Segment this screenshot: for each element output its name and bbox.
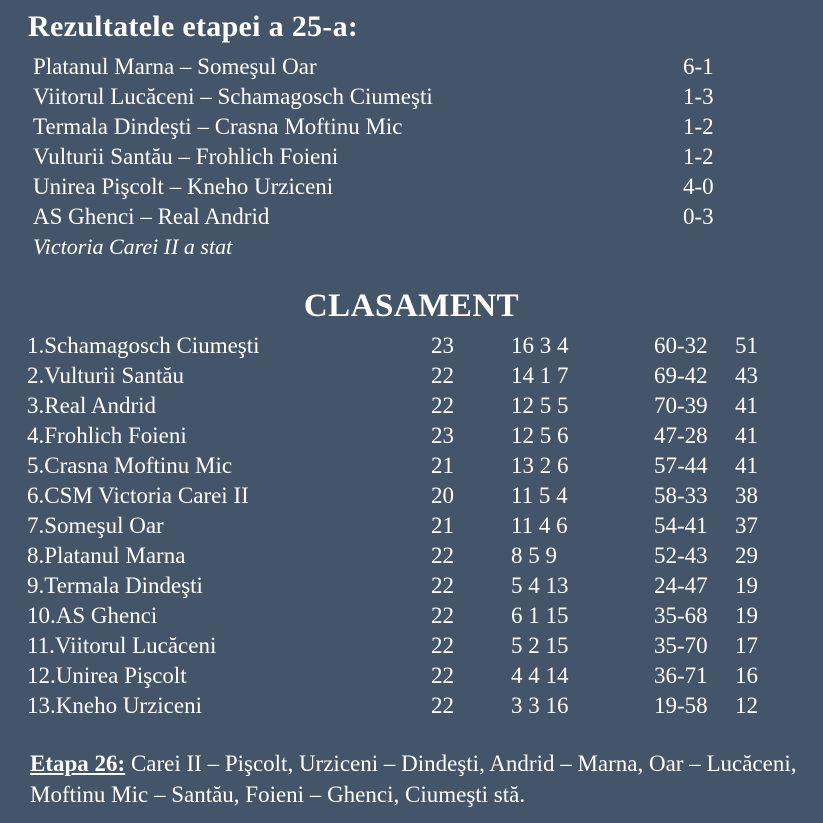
result-score: 1-3 — [683, 84, 714, 109]
team-name: 9.Termala Dindeşti — [27, 573, 203, 598]
result-match: Platanul Marna – Someşul Oar — [33, 54, 317, 79]
goal-difference: 57-44 — [654, 453, 708, 478]
games-played: 23 — [431, 333, 454, 358]
win-draw-loss: 5 4 13 — [511, 573, 569, 598]
table-row — [27, 421, 807, 451]
table-row — [27, 391, 807, 421]
goal-difference: 52-43 — [654, 543, 708, 568]
team-name: 4.Frohlich Foieni — [27, 423, 187, 448]
table-row — [27, 511, 807, 541]
points: 37 — [735, 513, 758, 538]
games-played: 22 — [431, 393, 454, 418]
result-match: Vulturii Santău – Frohlich Foieni — [33, 144, 339, 169]
goal-difference: 69-42 — [654, 363, 708, 388]
result-match: Viitorul Lucăceni – Schamagosch Ciumeşti — [33, 84, 433, 109]
win-draw-loss: 6 1 15 — [511, 603, 569, 628]
games-played: 22 — [431, 363, 454, 388]
win-draw-loss: 12 5 6 — [511, 423, 569, 448]
results-title: Rezultatele etapei a 25-a: — [28, 10, 359, 43]
points: 41 — [735, 393, 758, 418]
goal-difference: 36-71 — [654, 663, 708, 688]
win-draw-loss: 5 2 15 — [511, 633, 569, 658]
team-name: 1.Schamagosch Ciumeşti — [27, 333, 260, 358]
games-played: 22 — [431, 573, 454, 598]
team-name: 13.Kneho Urziceni — [27, 693, 202, 718]
table-row — [27, 691, 807, 721]
points: 41 — [735, 453, 758, 478]
table-row — [27, 361, 807, 391]
next-round-label: Etapa 26: — [30, 751, 126, 776]
table-row — [27, 541, 807, 571]
team-name: 7.Someşul Oar — [27, 513, 164, 538]
result-row — [33, 112, 733, 142]
games-played: 21 — [431, 453, 454, 478]
games-played: 22 — [431, 603, 454, 628]
result-row — [33, 52, 733, 82]
table-row — [27, 601, 807, 631]
points: 51 — [735, 333, 758, 358]
win-draw-loss: 11 5 4 — [511, 483, 568, 508]
next-round-fixtures — [30, 748, 805, 810]
points: 41 — [735, 423, 758, 448]
games-played: 22 — [431, 693, 454, 718]
win-draw-loss: 16 3 4 — [511, 333, 569, 358]
win-draw-loss: 13 2 6 — [511, 453, 569, 478]
table-row — [27, 661, 807, 691]
win-draw-loss: 12 5 5 — [511, 393, 569, 418]
win-draw-loss: 14 1 7 — [511, 363, 569, 388]
result-row — [33, 142, 733, 172]
games-played: 22 — [431, 633, 454, 658]
result-row — [33, 82, 733, 112]
team-name: 12.Unirea Pişcolt — [27, 663, 187, 688]
games-played: 22 — [431, 663, 454, 688]
result-score: 0-3 — [683, 204, 714, 229]
win-draw-loss: 8 5 9 — [511, 543, 557, 568]
team-name: 10.AS Ghenci — [27, 603, 158, 628]
win-draw-loss: 11 4 6 — [511, 513, 568, 538]
result-score: 6-1 — [683, 54, 714, 79]
result-score: 1-2 — [683, 114, 714, 139]
points: 16 — [735, 663, 758, 688]
games-played: 22 — [431, 543, 454, 568]
team-name: 8.Platanul Marna — [27, 543, 186, 568]
team-name: 6.CSM Victoria Carei II — [27, 483, 249, 508]
goal-difference: 24-47 — [654, 573, 708, 598]
results-list — [33, 52, 733, 262]
goal-difference: 58-33 — [654, 483, 708, 508]
points: 29 — [735, 543, 758, 568]
table-row — [27, 571, 807, 601]
result-match: AS Ghenci – Real Andrid — [33, 204, 270, 229]
standings-title: CLASAMENT — [303, 288, 520, 324]
points: 43 — [735, 363, 758, 388]
result-match: Unirea Pişcolt – Kneho Urziceni — [33, 174, 334, 199]
goal-difference: 60-32 — [654, 333, 708, 358]
games-played: 21 — [431, 513, 454, 538]
points: 19 — [735, 573, 758, 598]
win-draw-loss: 4 4 14 — [511, 663, 569, 688]
goal-difference: 19-58 — [654, 693, 708, 718]
win-draw-loss: 3 3 16 — [511, 693, 569, 718]
next-round-text: Carei II – Pişcolt, Urziceni – Dindeşti, Andrid – Marna, Oar – Lucăceni, Moftinu Mic – Santău, Foieni – Ghenci, Ciumeşti stă. — [30, 751, 797, 807]
goal-difference: 70-39 — [654, 393, 708, 418]
team-name: 2.Vulturii Santău — [27, 363, 185, 388]
points: 19 — [735, 603, 758, 628]
team-name: 3.Real Andrid — [27, 393, 157, 418]
goal-difference: 35-70 — [654, 633, 708, 658]
games-played: 20 — [431, 483, 454, 508]
goal-difference: 47-28 — [654, 423, 708, 448]
result-score: 4-0 — [683, 174, 714, 199]
standings-table — [27, 331, 807, 721]
table-row — [27, 331, 807, 361]
games-played: 23 — [431, 423, 454, 448]
points: 17 — [735, 633, 758, 658]
points: 12 — [735, 693, 758, 718]
table-row — [27, 451, 807, 481]
table-row — [27, 631, 807, 661]
bye-note: Victoria Carei II a stat — [33, 234, 233, 259]
goal-difference: 35-68 — [654, 603, 708, 628]
result-match: Termala Dindeşti – Crasna Moftinu Mic — [33, 114, 403, 139]
points: 38 — [735, 483, 758, 508]
team-name: 11.Viitorul Lucăceni — [27, 633, 217, 658]
goal-difference: 54-41 — [654, 513, 708, 538]
table-row — [27, 481, 807, 511]
result-row — [33, 172, 733, 202]
result-score: 1-2 — [683, 144, 714, 169]
team-name: 5.Crasna Moftinu Mic — [27, 453, 233, 478]
result-row — [33, 202, 733, 232]
